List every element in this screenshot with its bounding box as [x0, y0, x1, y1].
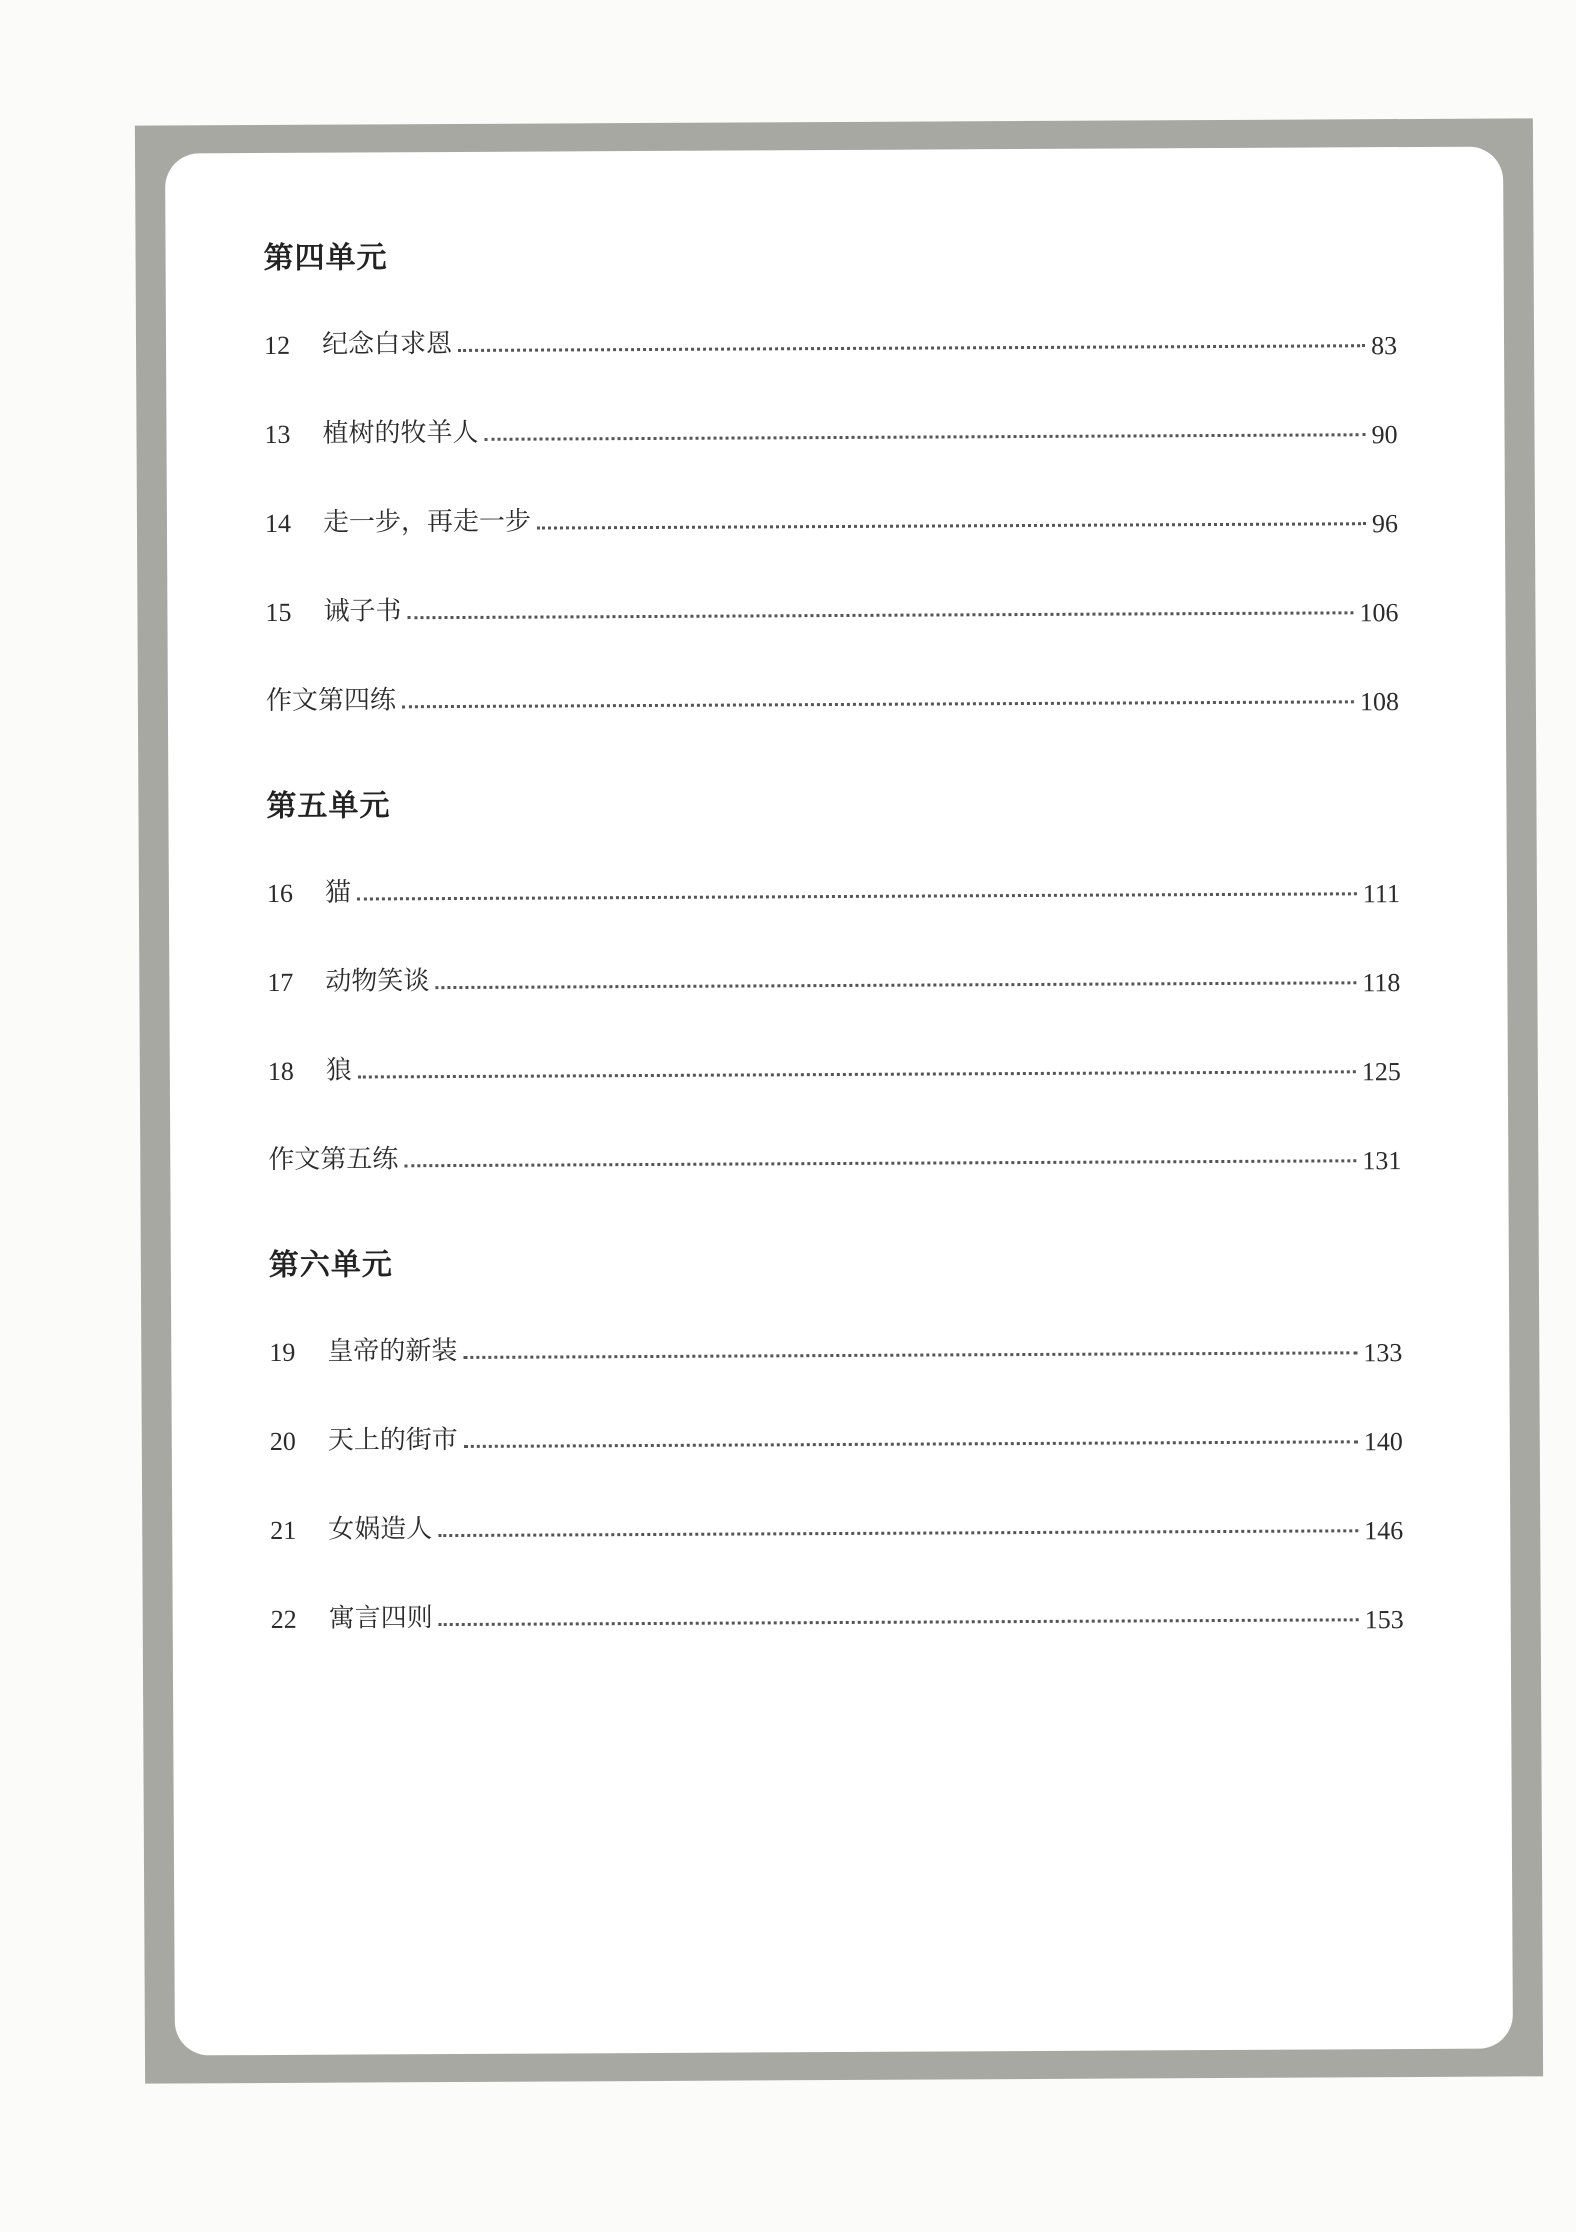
lesson-title: 寓言四则	[328, 1603, 433, 1634]
unit-heading: 第四单元	[263, 240, 388, 277]
table-of-contents	[263, 147, 1404, 1635]
toc-entry[interactable]	[267, 952, 1400, 998]
page-number: 96	[1371, 509, 1399, 539]
toc-entry[interactable]	[264, 315, 1397, 361]
lesson-title: 天上的街市	[327, 1425, 458, 1456]
dot-leader	[537, 522, 1366, 529]
lesson-number: 12	[263, 330, 291, 360]
toc-card	[165, 147, 1513, 2056]
lesson-number: 19	[269, 1337, 296, 1367]
lesson-number: 14	[264, 508, 292, 538]
toc-entry[interactable]	[264, 404, 1397, 450]
page-number: 153	[1364, 1605, 1404, 1635]
lesson-title: 猫	[324, 877, 351, 908]
unit-heading: 第六单元	[268, 1247, 393, 1283]
lesson-title: 女娲造人	[328, 1514, 433, 1545]
dot-leader	[485, 433, 1366, 441]
toc-entry[interactable]	[265, 493, 1398, 539]
dot-leader	[435, 981, 1356, 989]
dot-leader	[358, 1070, 1356, 1078]
page-number: 118	[1362, 968, 1401, 998]
page-number: 131	[1362, 1146, 1402, 1176]
lesson-title: 植树的牧羊人	[322, 417, 479, 449]
lesson-title: 走一步，再走一步	[322, 506, 532, 538]
toc-entry[interactable]	[271, 1589, 1404, 1635]
page-number: 108	[1359, 687, 1399, 717]
lesson-number: 18	[267, 1056, 294, 1086]
lesson-title: 狼	[325, 1055, 352, 1086]
lesson-number: 20	[269, 1426, 296, 1456]
lesson-title: 纪念白求恩	[321, 329, 453, 360]
lesson-title: 皇帝的新装	[327, 1336, 458, 1367]
lesson-number: 16	[266, 878, 293, 908]
dot-leader	[463, 1351, 1357, 1359]
page-number: 133	[1363, 1338, 1403, 1368]
toc-entry[interactable]	[270, 1500, 1403, 1546]
lesson-title: 作文第五练	[268, 1144, 399, 1175]
toc-entry[interactable]	[268, 1041, 1401, 1087]
lesson-title: 诫子书	[323, 596, 402, 627]
toc-entry[interactable]	[267, 863, 1400, 909]
page-number: 83	[1370, 331, 1398, 361]
page-number: 125	[1361, 1057, 1401, 1087]
page-number: 106	[1359, 598, 1399, 628]
dot-leader	[438, 1529, 1358, 1537]
dot-leader	[439, 1618, 1359, 1626]
lesson-number: 21	[270, 1515, 297, 1545]
toc-entry[interactable]	[266, 671, 1399, 717]
unit-heading: 第五单元	[266, 788, 391, 824]
page-number: 140	[1363, 1427, 1403, 1457]
dot-leader	[402, 700, 1354, 708]
page-frame	[135, 118, 1543, 2083]
lesson-number: 13	[264, 419, 291, 449]
dot-leader	[404, 1159, 1356, 1167]
lesson-title: 作文第四练	[265, 685, 396, 716]
dot-leader	[407, 611, 1353, 619]
lesson-number: 17	[267, 967, 294, 997]
toc-entry[interactable]	[269, 1322, 1402, 1368]
lesson-number: 22	[270, 1604, 297, 1634]
dot-leader	[458, 344, 1365, 352]
page-number: 90	[1371, 420, 1398, 450]
dot-leader	[464, 1440, 1358, 1448]
lesson-title: 动物笑谈	[325, 966, 430, 997]
dot-leader	[357, 892, 1357, 900]
page-number: 111	[1362, 879, 1400, 909]
toc-entry[interactable]	[270, 1411, 1403, 1457]
toc-entry[interactable]	[265, 582, 1398, 628]
page-number: 146	[1364, 1516, 1404, 1546]
toc-entry[interactable]	[268, 1130, 1401, 1176]
lesson-number: 15	[265, 597, 292, 627]
